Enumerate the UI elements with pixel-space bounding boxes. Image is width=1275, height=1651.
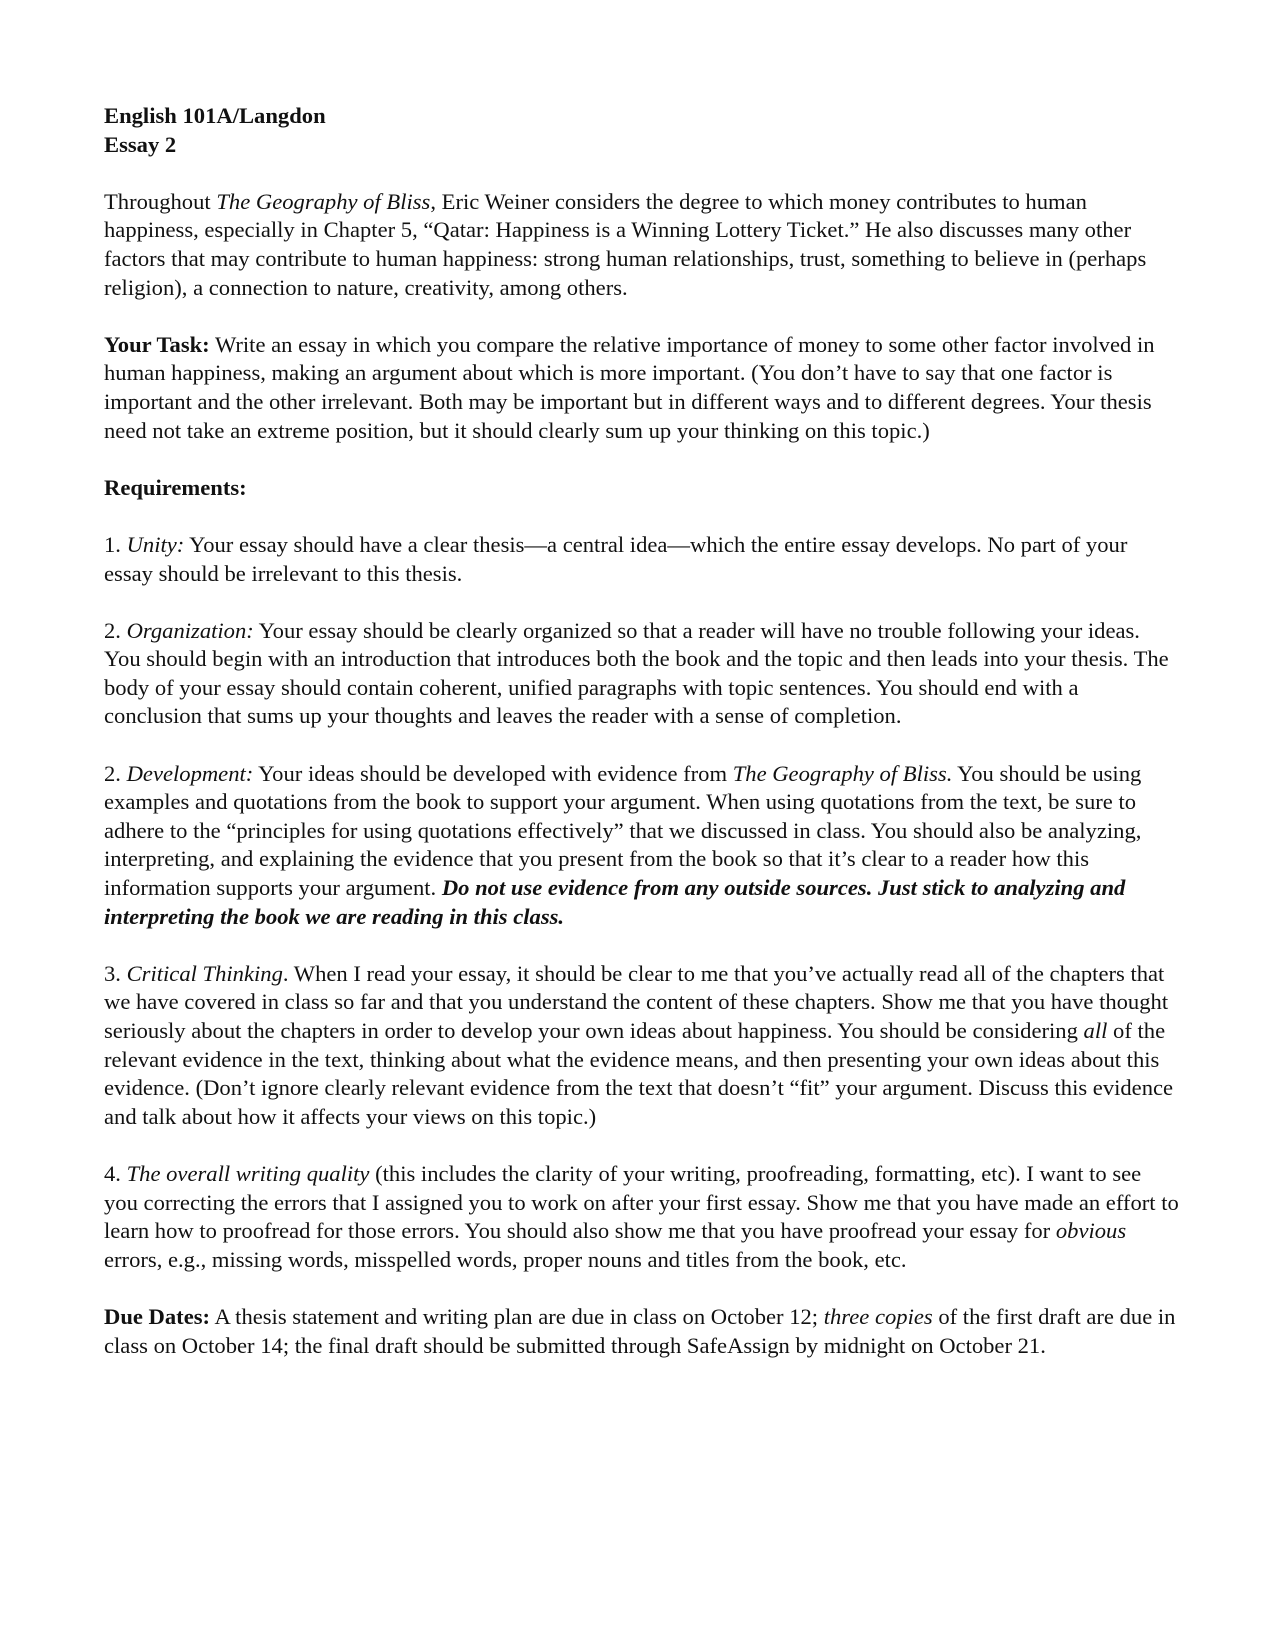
requirements-heading: Requirements: xyxy=(104,474,247,500)
intro-paragraph xyxy=(104,188,1179,302)
task-paragraph xyxy=(104,331,1179,445)
due-dates-paragraph xyxy=(104,1303,1179,1360)
document-page xyxy=(104,102,1179,1360)
requirement-number: 2. xyxy=(104,760,127,786)
emphasis-obvious: obvious xyxy=(1055,1218,1127,1244)
due-dates-text-2: of the first draft are due in class on October 14; the final draft should be submitted through SafeAssign by midnight on October 21. xyxy=(104,1303,1176,1358)
requirement-unity xyxy=(104,531,1179,588)
task-label: Your Task: xyxy=(104,331,210,357)
due-dates-text-1: A thesis statement and writing plan are due in class on October 12; xyxy=(210,1303,824,1329)
requirement-text-1: Your ideas should be developed with evidence from xyxy=(253,760,733,786)
emphasis-all: all xyxy=(1083,1018,1108,1043)
requirement-text-2: You should be using examples and quotations from the book to support your argument. When using quotations from the text, be sure to adhere to the “principles for using quotations effectively” that we discussed in class. You should also be analyzing, interpreting, and explaining the evidence that you present from the book so that it’s clear to a reader how this information supports your argument. xyxy=(104,760,1142,901)
requirement-organization xyxy=(104,617,1179,731)
requirement-label: Development: xyxy=(126,760,254,786)
assignment-title: Essay 2 xyxy=(104,131,177,157)
requirement-critical-thinking xyxy=(104,960,1179,1132)
requirement-text-2: of the relevant evidence in the text, thinking about what the evidence means, and then presenting your own ideas about this evidence. (Don’t ignore clearly relevant evidence from the text that doesn’t “fit” your argument. Discuss this evidence and talk about how it affects your views on this topic.) xyxy=(104,1018,1174,1129)
requirement-text: Your essay should have a clear thesis—a central idea—which the entire essay develops. No part of your essay should be irrelevant to this thesis. xyxy=(104,531,1128,586)
requirement-text: Your essay should be clearly organized so that a reader will have no trouble following your ideas. You should begin with an introduction that introduces both the book and the topic and then leads into your thesis. The body of your essay should contain coherent, unified paragraphs with topic sentences. You should end with a conclusion that sums up your thoughts and leaves the reader with a sense of completion. xyxy=(104,617,1169,729)
requirement-number: 3. xyxy=(104,960,127,986)
course-title: English 101A/Langdon xyxy=(104,103,326,128)
requirement-text-1: (this includes the clarity of your writing, proofreading, formatting, etc). I want to see you correcting the errors that I assigned you to work on after your first essay. Show me that you have made an effort to learn how to proofread for those errors. You should also show me that you have proofread your essay for xyxy=(104,1160,1179,1244)
book-title: The Geography of Bliss xyxy=(216,188,431,214)
intro-text-1: Throughout xyxy=(104,188,217,214)
requirement-number: 2. xyxy=(104,617,127,643)
requirement-label: The overall writing quality xyxy=(126,1160,370,1186)
emphasis-three-copies: three copies xyxy=(823,1303,933,1329)
requirement-writing-quality xyxy=(104,1160,1179,1274)
requirement-label: Organization: xyxy=(126,617,254,643)
requirement-label: Critical Thinking xyxy=(126,960,283,986)
requirement-emphasis: Do not use evidence from any outside sources. Just stick to analyzing and interpreting the book we are reading in this class. xyxy=(104,875,1126,929)
intro-text-2: , Eric Weiner considers the degree to which money contributes to human happiness, especially in Chapter 5, “Qatar: Happiness is a Winning Lottery Ticket.” He also discusses many other factors that may contribute to human happiness: strong human relationships, trust, something to believe in (perhaps religion), a connection to nature, creativity, among others. xyxy=(104,188,1147,300)
task-text: Write an essay in which you compare the relative importance of money to some other factor involved in human happiness, making an argument about which is more important. (You don’t have to say that one factor is important and the other irrelevant. Both may be important but in different ways and to different degrees. Your thesis need not take an extreme position, but it should clearly sum up your thinking on this topic.) xyxy=(104,331,1155,443)
requirement-development xyxy=(104,760,1179,932)
requirement-number: 4. xyxy=(104,1160,127,1186)
requirement-text-1: . When I read your essay, it should be clear to me that you’ve actually read all of the chapters that we have covered in class so far and that you understand the content of these chapters. Show me that you have thought seriously about the chapters in order to develop your own ideas about happiness. You should be considering xyxy=(104,960,1169,1043)
requirement-number: 1. xyxy=(104,531,127,557)
requirement-label: Unity: xyxy=(126,531,185,557)
requirement-text-2: errors, e.g., missing words, misspelled words, proper nouns and titles from the book, etc. xyxy=(104,1246,907,1272)
book-title: The Geography of Bliss. xyxy=(732,760,953,786)
due-dates-label: Due Dates: xyxy=(104,1303,211,1329)
